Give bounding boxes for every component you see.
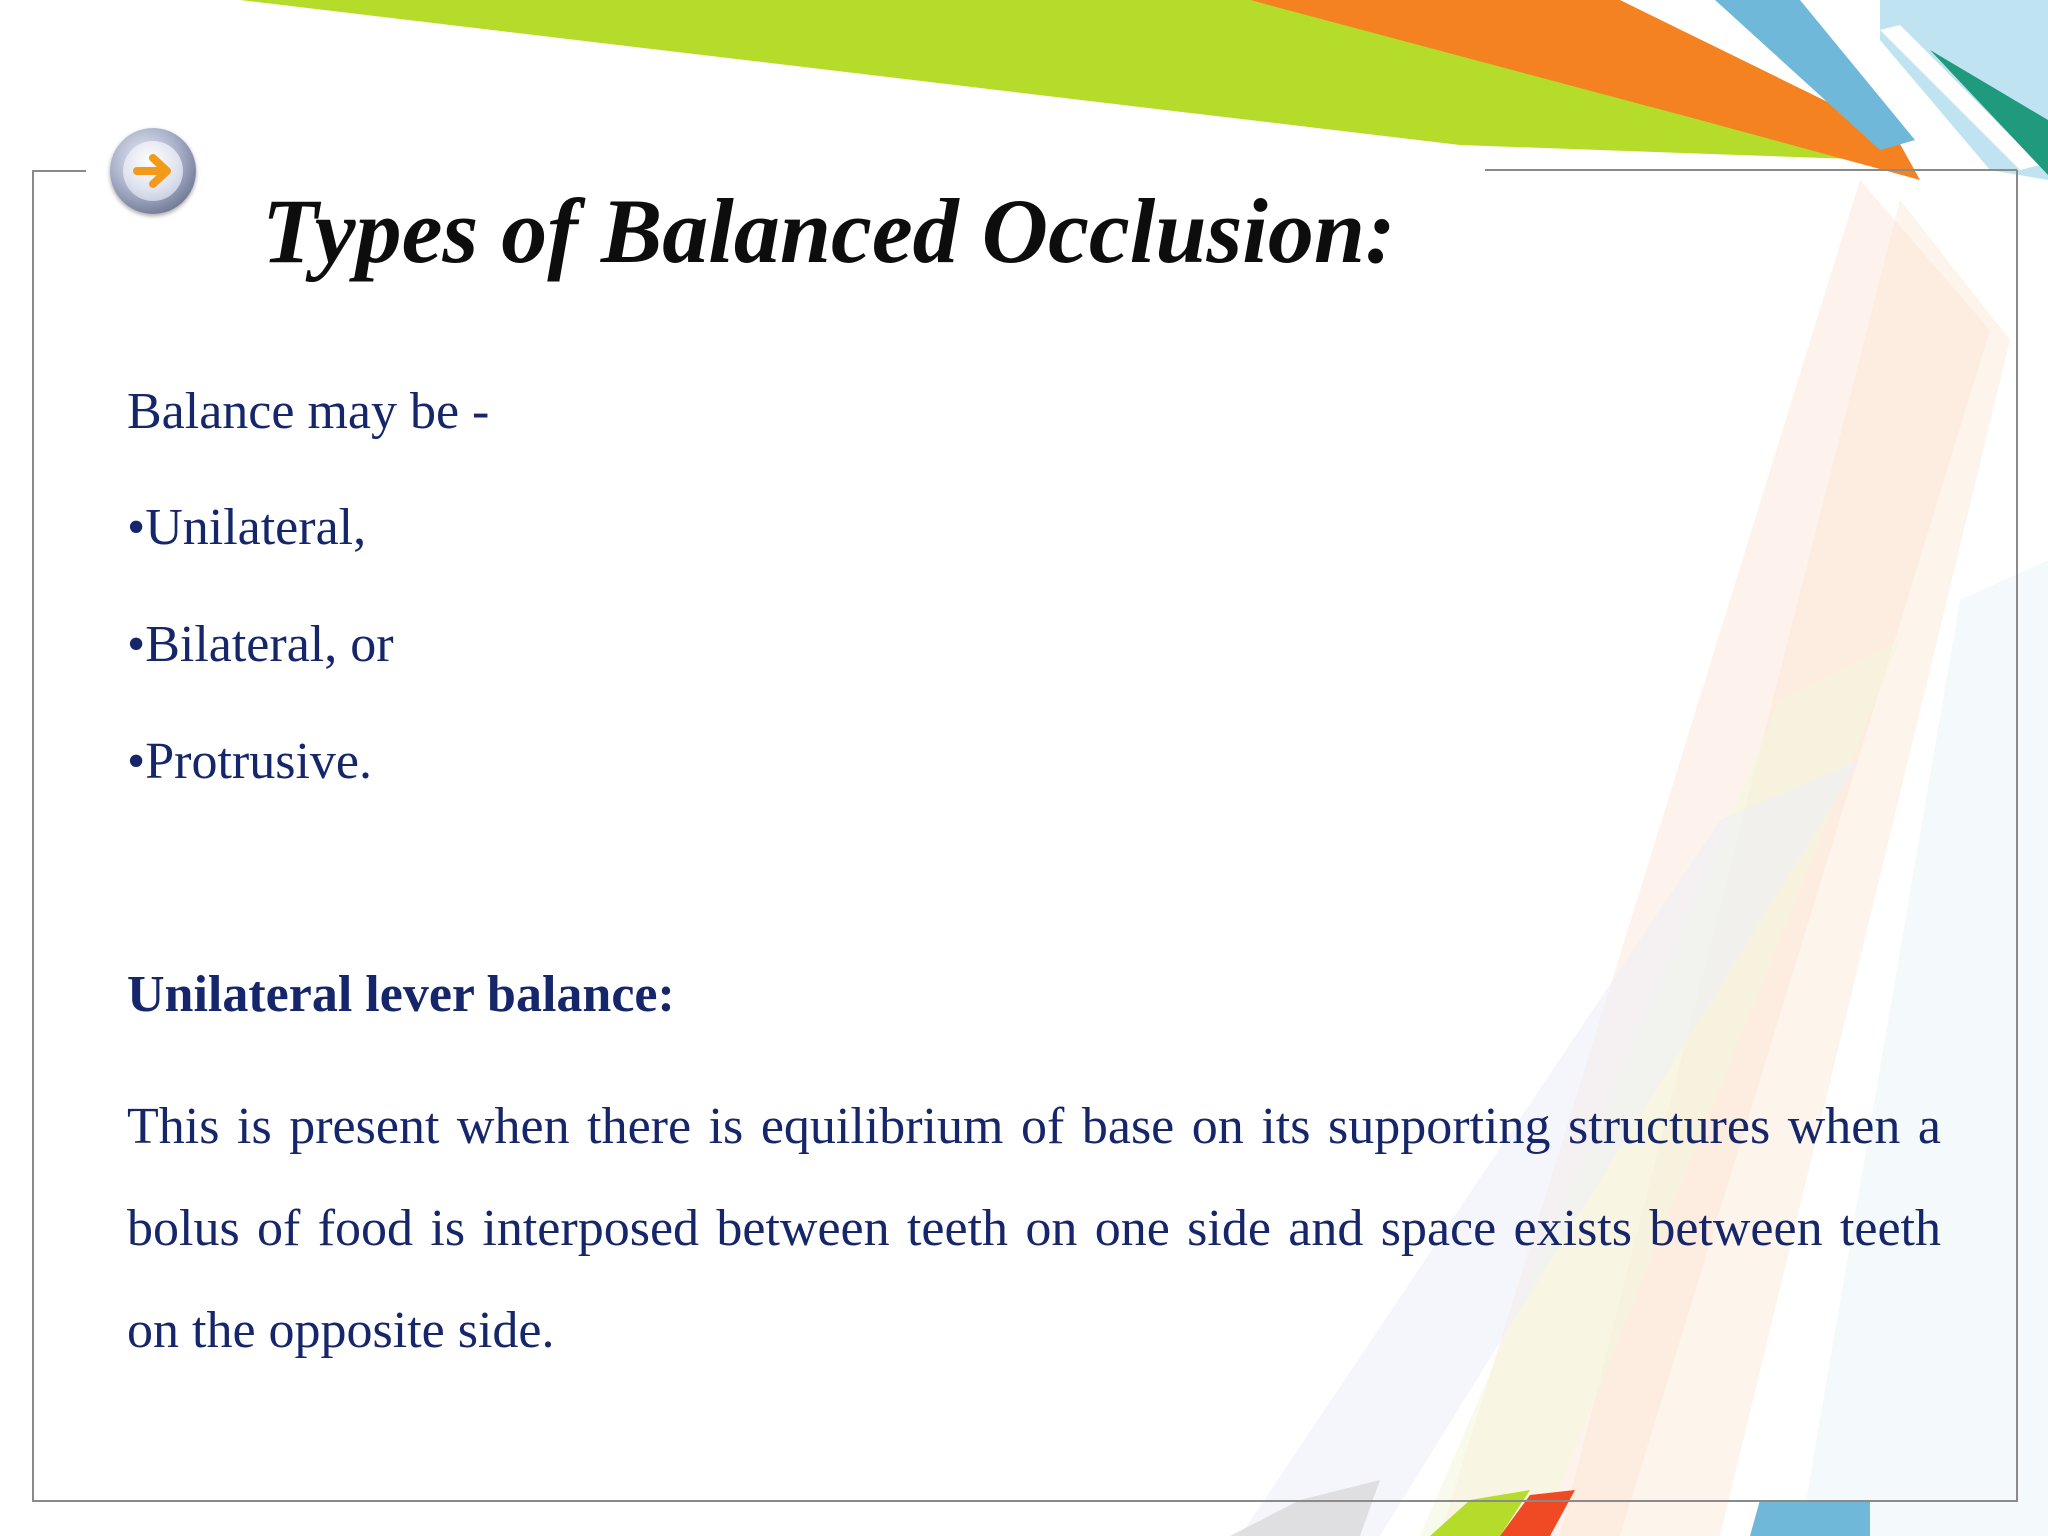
bullet-protrusive: •Protrusive. xyxy=(127,733,372,790)
bullet-bilateral: •Bilateral, or xyxy=(127,616,394,673)
intro-text: Balance may be - xyxy=(127,383,490,440)
frame-bottom xyxy=(32,1500,2018,1502)
bullet-unilateral: •Unilateral, xyxy=(127,499,367,556)
frame-top-left xyxy=(32,170,86,172)
next-slide-button[interactable] xyxy=(110,128,196,214)
frame-right xyxy=(2016,170,2018,1502)
section-paragraph: This is present when there is equilibrium of base on its supporting structures when a bolus of food is interposed between teeth on one side and space exists between teeth on the opposite side. xyxy=(127,1098,1941,1359)
slide-title: Types of Balanced Occlusion: xyxy=(262,180,1396,282)
section-subheading: Unilateral lever balance: xyxy=(127,966,675,1023)
arrow-right-icon xyxy=(110,128,196,214)
frame-top-right xyxy=(1485,169,2017,171)
frame-left xyxy=(32,170,34,1502)
